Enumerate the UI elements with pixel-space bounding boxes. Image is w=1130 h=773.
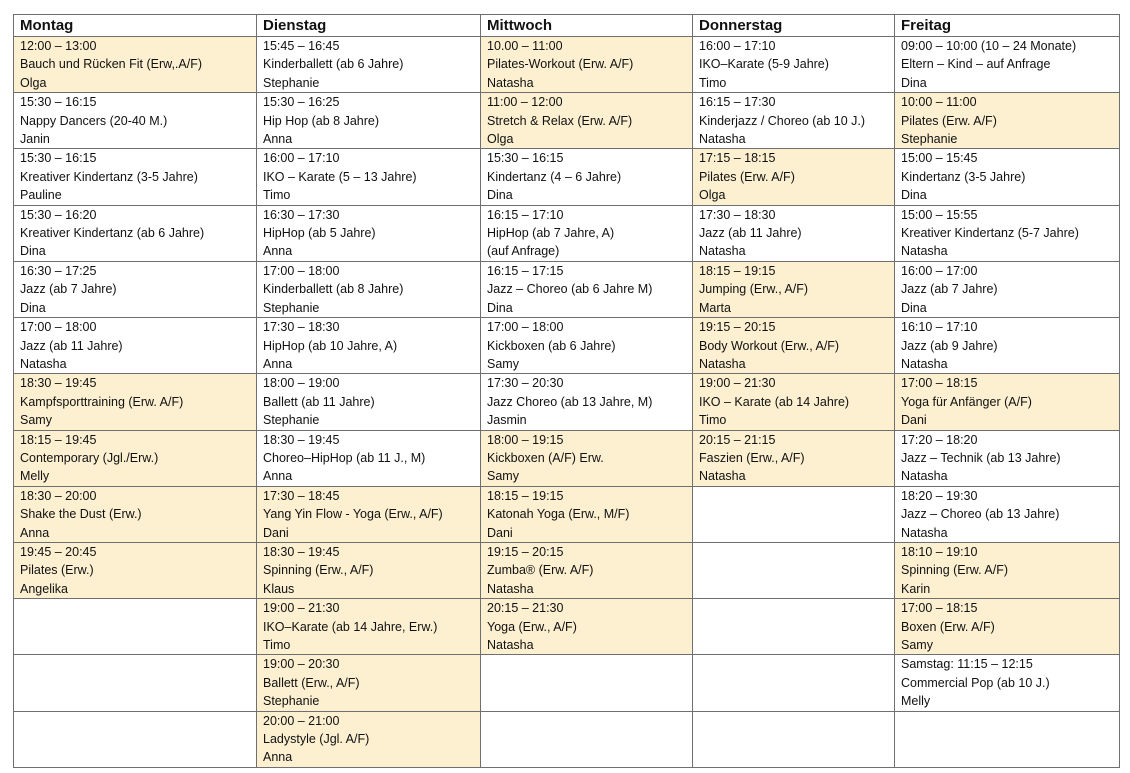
- class-cell-montag: [14, 261, 257, 317]
- class-time: 18:00 – 19:15: [487, 432, 564, 447]
- class-instructor: Samy: [487, 356, 519, 371]
- class-name: Jazz (ab 11 Jahre): [20, 338, 123, 353]
- class-instructor: Natasha: [699, 132, 746, 147]
- class-time: 17:15 – 18:15: [699, 151, 776, 166]
- class-cell-dienstag: [257, 486, 481, 542]
- class-instructor: Anna: [263, 132, 293, 147]
- class-instructor: Stephanie: [263, 75, 320, 90]
- class-cell-donnerstag: [693, 599, 895, 655]
- class-cell-mittwoch: [481, 261, 693, 317]
- class-cell-donnerstag: [693, 486, 895, 542]
- class-name: Pilates-Workout (Erw. A/F): [487, 57, 634, 72]
- class-cell-montag: [14, 318, 257, 374]
- class-cell-montag: [14, 205, 257, 261]
- class-cell-mittwoch: [481, 599, 693, 655]
- class-name: Jazz Choreo (ab 13 Jahre, M): [487, 394, 653, 409]
- class-cell-mittwoch: [481, 93, 693, 149]
- schedule-row: [14, 318, 1120, 374]
- class-instructor: Anna: [263, 469, 293, 484]
- class-time: 17:00 – 18:00: [263, 263, 340, 278]
- schedule-row: [14, 37, 1120, 93]
- class-cell-montag: [14, 149, 257, 205]
- class-name: IKO–Karate (ab 14 Jahre, Erw.): [263, 619, 438, 634]
- class-time: 19:45 – 20:45: [20, 544, 97, 559]
- class-time: 09:00 – 10:00 (10 – 24 Monate): [901, 39, 1077, 53]
- class-cell-dienstag: [257, 374, 481, 430]
- class-cell-freitag: [895, 261, 1120, 317]
- class-instructor: Dina: [487, 300, 513, 315]
- class-time: 18:20 – 19:30: [901, 488, 978, 503]
- class-instructor: Melly: [901, 694, 931, 709]
- class-time: 15:00 – 15:55: [901, 207, 978, 222]
- class-time: 10:00 – 11:00: [901, 95, 977, 110]
- class-instructor: Angelika: [20, 581, 68, 596]
- class-name: Kinderballett (ab 8 Jahre): [263, 282, 404, 297]
- class-cell-freitag: [895, 711, 1120, 767]
- class-cell-freitag: [895, 655, 1120, 711]
- class-instructor: Dani: [487, 525, 513, 540]
- class-cell-mittwoch: [481, 542, 693, 598]
- class-name: Kreativer Kindertanz (3-5 Jahre): [20, 169, 198, 184]
- class-cell-dienstag: [257, 37, 481, 93]
- class-name: Kindertanz (4 – 6 Jahre): [487, 169, 622, 184]
- class-instructor: Karin: [901, 581, 931, 596]
- class-cell-montag: [14, 374, 257, 430]
- class-name: Pilates (Erw.): [20, 563, 94, 578]
- class-name: Spinning (Erw. A/F): [901, 563, 1008, 578]
- class-name: Yang Yin Flow - Yoga (Erw., A/F): [263, 507, 443, 522]
- class-cell-dienstag: [257, 655, 481, 711]
- class-name: Pilates (Erw. A/F): [901, 113, 997, 128]
- class-time: 17:00 – 18:00: [20, 320, 97, 335]
- class-time: 20:00 – 21:00: [263, 713, 340, 728]
- class-name: Jazz – Technik (ab 13 Jahre): [901, 450, 1061, 465]
- class-instructor: Anna: [20, 525, 50, 540]
- class-name: HipHop (ab 7 Jahre, A): [487, 226, 615, 241]
- class-time: 19:00 – 20:30: [263, 657, 340, 672]
- class-cell-dienstag: [257, 149, 481, 205]
- class-time: 16:15 – 17:15: [487, 263, 564, 278]
- class-cell-mittwoch: [481, 318, 693, 374]
- class-name: Kindertanz (3-5 Jahre): [901, 169, 1026, 184]
- schedule-row: [14, 599, 1120, 655]
- class-name: Body Workout (Erw., A/F): [699, 338, 840, 353]
- class-name: Zumba® (Erw. A/F): [487, 563, 594, 578]
- class-time: 15:00 – 15:45: [901, 151, 978, 166]
- class-cell-freitag: [895, 93, 1120, 149]
- class-instructor: Natasha: [901, 356, 948, 371]
- class-time: 17:00 – 18:15: [901, 376, 978, 391]
- class-cell-donnerstag: [693, 261, 895, 317]
- class-cell-montag: [14, 93, 257, 149]
- schedule-row: [14, 261, 1120, 317]
- class-time: 10.00 – 11:00: [487, 39, 563, 53]
- class-name: Boxen (Erw. A/F): [901, 619, 995, 634]
- schedule-row: [14, 374, 1120, 430]
- class-time: 18:15 – 19:15: [699, 263, 776, 278]
- schedule-row: [14, 542, 1120, 598]
- class-time: 11:00 – 12:00: [487, 95, 563, 110]
- class-cell-montag: [14, 542, 257, 598]
- class-time: 18:15 – 19:45: [20, 432, 97, 447]
- class-name: Jazz (ab 7 Jahre): [20, 282, 117, 297]
- class-instructor: Dina: [20, 300, 46, 315]
- class-time: 12:00 – 13:00: [20, 39, 97, 53]
- class-cell-donnerstag: [693, 93, 895, 149]
- schedule-row: [14, 711, 1120, 767]
- class-name: Commercial Pop (ab 10 J.): [901, 675, 1050, 690]
- class-name: Kickboxen (A/F) Erw.: [487, 450, 604, 465]
- class-instructor: Olga: [20, 75, 47, 90]
- class-name: Kreativer Kindertanz (ab 6 Jahre): [20, 226, 205, 241]
- class-time: 19:15 – 20:15: [487, 544, 564, 559]
- class-time: 15:30 – 16:25: [263, 95, 340, 110]
- class-cell-donnerstag: [693, 711, 895, 767]
- schedule-row: [14, 93, 1120, 149]
- class-time: 16:00 – 17:10: [699, 39, 776, 53]
- class-time: 18:00 – 19:00: [263, 376, 340, 391]
- class-cell-mittwoch: [481, 149, 693, 205]
- class-time: 20:15 – 21:15: [699, 432, 776, 447]
- class-instructor: Natasha: [901, 469, 948, 484]
- class-cell-montag: [14, 599, 257, 655]
- class-instructor: Natasha: [901, 244, 948, 259]
- class-time: 19:15 – 20:15: [699, 320, 776, 335]
- class-cell-montag: [14, 655, 257, 711]
- class-time: 17:20 – 18:20: [901, 432, 978, 447]
- class-time: Samstag: 11:15 – 12:15: [901, 657, 1033, 672]
- class-cell-dienstag: [257, 542, 481, 598]
- class-instructor: Marta: [699, 300, 731, 315]
- class-cell-dienstag: [257, 430, 481, 486]
- day-header-donnerstag: Donnerstag: [693, 15, 895, 37]
- day-header-dienstag: Dienstag: [257, 15, 481, 37]
- class-time: 18:30 – 19:45: [263, 544, 340, 559]
- class-cell-donnerstag: [693, 149, 895, 205]
- schedule-row: [14, 205, 1120, 261]
- class-cell-freitag: [895, 318, 1120, 374]
- class-name: HipHop (ab 10 Jahre, A): [263, 338, 398, 353]
- class-name: Jazz (ab 7 Jahre): [901, 282, 998, 297]
- class-time: 17:30 – 18:30: [699, 207, 776, 222]
- class-instructor: Timo: [263, 188, 291, 203]
- class-time: 15:30 – 16:20: [20, 207, 97, 222]
- class-time: 16:00 – 17:10: [263, 151, 340, 166]
- class-name: Kinderjazz / Choreo (ab 10 J.): [699, 113, 866, 128]
- class-cell-freitag: [895, 599, 1120, 655]
- class-cell-dienstag: [257, 261, 481, 317]
- class-time: 18:30 – 19:45: [263, 432, 340, 447]
- class-instructor: Olga: [699, 188, 726, 203]
- class-instructor: Natasha: [20, 356, 67, 371]
- class-name: Hip Hop (ab 8 Jahre): [263, 113, 380, 128]
- class-cell-freitag: [895, 374, 1120, 430]
- class-time: 15:30 – 16:15: [487, 151, 564, 166]
- class-cell-montag: [14, 486, 257, 542]
- class-instructor: Timo: [699, 413, 727, 428]
- header-row: [14, 15, 1120, 37]
- class-name: IKO–Karate (5-9 Jahre): [699, 57, 829, 72]
- class-cell-donnerstag: [693, 205, 895, 261]
- class-instructor: Stephanie: [263, 413, 320, 428]
- class-instructor: Pauline: [20, 188, 62, 203]
- class-instructor: Dina: [901, 300, 927, 315]
- class-cell-montag: [14, 37, 257, 93]
- class-name: Katonah Yoga (Erw., M/F): [487, 507, 630, 522]
- class-cell-mittwoch: [481, 37, 693, 93]
- class-instructor: Stephanie: [263, 694, 320, 709]
- class-cell-dienstag: [257, 711, 481, 767]
- class-instructor: Natasha: [487, 638, 534, 652]
- class-instructor: Natasha: [901, 525, 948, 540]
- schedule-row: [14, 149, 1120, 205]
- class-cell-freitag: [895, 486, 1120, 542]
- schedule-row: [14, 655, 1120, 711]
- class-name: Kampfsporttraining (Erw. A/F): [20, 394, 184, 409]
- class-instructor: Natasha: [699, 244, 746, 259]
- class-name: Choreo–HipHop (ab 11 J., M): [263, 450, 426, 465]
- class-name: Eltern – Kind – auf Anfrage: [901, 57, 1051, 72]
- class-cell-mittwoch: [481, 374, 693, 430]
- class-time: 15:45 – 16:45: [263, 39, 340, 53]
- class-name: Kinderballett (ab 6 Jahre): [263, 57, 404, 72]
- class-instructor: Natasha: [699, 356, 746, 371]
- class-instructor: Klaus: [263, 581, 295, 596]
- class-cell-donnerstag: [693, 374, 895, 430]
- day-header-freitag: Freitag: [895, 15, 1120, 37]
- class-name: IKO – Karate (ab 14 Jahre): [699, 394, 850, 409]
- class-instructor: Dani: [263, 525, 289, 540]
- class-instructor: Stephanie: [263, 300, 320, 315]
- class-instructor: Dina: [487, 188, 513, 203]
- class-name: Jazz (ab 9 Jahre): [901, 338, 998, 353]
- class-instructor: Dina: [901, 188, 927, 203]
- class-cell-donnerstag: [693, 542, 895, 598]
- class-instructor: Jasmin: [487, 413, 527, 428]
- class-time: 16:10 – 17:10: [901, 320, 978, 335]
- class-time: 17:00 – 18:00: [487, 320, 564, 335]
- class-instructor: Samy: [901, 638, 933, 652]
- class-instructor: Anna: [263, 356, 293, 371]
- class-instructor: Anna: [263, 244, 293, 259]
- class-time: 15:30 – 16:15: [20, 95, 97, 110]
- class-time: 17:00 – 18:15: [901, 601, 978, 616]
- class-name: HipHop (ab 5 Jahre): [263, 226, 376, 241]
- class-cell-dienstag: [257, 93, 481, 149]
- class-name: IKO – Karate (5 – 13 Jahre): [263, 169, 417, 184]
- class-time: 16:15 – 17:10: [487, 207, 564, 222]
- class-instructor: Samy: [20, 413, 52, 428]
- class-time: 15:30 – 16:15: [20, 151, 97, 166]
- class-name: Bauch und Rücken Fit (Erw,.A/F): [20, 57, 203, 72]
- class-cell-donnerstag: [693, 655, 895, 711]
- class-name: Contemporary (Jgl./Erw.): [20, 450, 159, 465]
- class-instructor: Anna: [263, 750, 293, 765]
- class-instructor: Dina: [20, 244, 46, 259]
- class-instructor: Dani: [901, 413, 927, 428]
- class-name: Pilates (Erw. A/F): [699, 169, 795, 184]
- weekly-schedule-table: [13, 14, 1120, 768]
- class-instructor: Natasha: [487, 581, 534, 596]
- class-time: 18:30 – 20:00: [20, 488, 97, 503]
- class-time: 18:15 – 19:15: [487, 488, 564, 503]
- class-time: 16:30 – 17:25: [20, 263, 97, 278]
- class-time: 16:00 – 17:00: [901, 263, 978, 278]
- class-name: Kreativer Kindertanz (5-7 Jahre): [901, 226, 1079, 241]
- class-name: Spinning (Erw., A/F): [263, 563, 374, 578]
- schedule-row: [14, 430, 1120, 486]
- class-instructor: Dina: [901, 75, 927, 90]
- class-instructor: Timo: [699, 75, 727, 90]
- class-cell-dienstag: [257, 205, 481, 261]
- class-cell-freitag: [895, 205, 1120, 261]
- class-cell-montag: [14, 711, 257, 767]
- class-instructor: Timo: [263, 638, 291, 652]
- class-time: 18:30 – 19:45: [20, 376, 97, 391]
- class-instructor: Olga: [487, 132, 514, 147]
- class-name: Yoga für Anfänger (A/F): [901, 394, 1032, 409]
- class-instructor: Stephanie: [901, 132, 958, 147]
- day-header-montag: Montag: [14, 15, 257, 37]
- class-time: 17:30 – 20:30: [487, 376, 564, 391]
- class-cell-donnerstag: [693, 430, 895, 486]
- class-time: 16:15 – 17:30: [699, 95, 776, 110]
- class-cell-mittwoch: [481, 205, 693, 261]
- day-header-mittwoch: Mittwoch: [481, 15, 693, 37]
- class-cell-freitag: [895, 149, 1120, 205]
- class-name: Nappy Dancers (20-40 M.): [20, 113, 168, 128]
- class-time: 20:15 – 21:30: [487, 601, 564, 616]
- class-time: 17:30 – 18:30: [263, 320, 340, 335]
- class-cell-freitag: [895, 542, 1120, 598]
- class-cell-montag: [14, 430, 257, 486]
- class-name: Ballett (Erw., A/F): [263, 675, 360, 690]
- class-time: 19:00 – 21:30: [263, 601, 340, 616]
- class-cell-mittwoch: [481, 655, 693, 711]
- class-cell-mittwoch: [481, 486, 693, 542]
- class-name: Faszien (Erw., A/F): [699, 450, 805, 465]
- class-time: 18:10 – 19:10: [901, 544, 978, 559]
- class-instructor: Samy: [487, 469, 519, 484]
- class-cell-freitag: [895, 37, 1120, 93]
- class-name: Jazz – Choreo (ab 13 Jahre): [901, 507, 1060, 522]
- class-cell-dienstag: [257, 318, 481, 374]
- class-cell-freitag: [895, 430, 1120, 486]
- class-cell-mittwoch: [481, 711, 693, 767]
- class-name: Jazz (ab 11 Jahre): [699, 226, 802, 241]
- class-cell-mittwoch: [481, 430, 693, 486]
- class-time: 19:00 – 21:30: [699, 376, 776, 391]
- class-name: Jumping (Erw., A/F): [699, 282, 809, 297]
- class-instructor: Janin: [20, 132, 50, 147]
- class-name: Yoga (Erw., A/F): [487, 619, 577, 634]
- class-name: Ladystyle (Jgl. A/F): [263, 732, 370, 747]
- class-time: 16:30 – 17:30: [263, 207, 340, 222]
- class-name: Stretch & Relax (Erw. A/F): [487, 113, 633, 128]
- class-cell-donnerstag: [693, 37, 895, 93]
- schedule-row: [14, 486, 1120, 542]
- class-instructor: (auf Anfrage): [487, 244, 560, 259]
- class-instructor: Melly: [20, 469, 50, 484]
- class-name: Shake the Dust (Erw.): [20, 507, 142, 522]
- class-time: 17:30 – 18:45: [263, 488, 340, 503]
- class-name: Jazz – Choreo (ab 6 Jahre M): [487, 282, 653, 297]
- class-cell-donnerstag: [693, 318, 895, 374]
- class-cell-dienstag: [257, 599, 481, 655]
- class-name: Kickboxen (ab 6 Jahre): [487, 338, 616, 353]
- class-instructor: Natasha: [699, 469, 746, 484]
- schedule-body: [14, 37, 1120, 768]
- class-name: Ballett (ab 11 Jahre): [263, 394, 375, 409]
- class-instructor: Natasha: [487, 75, 534, 90]
